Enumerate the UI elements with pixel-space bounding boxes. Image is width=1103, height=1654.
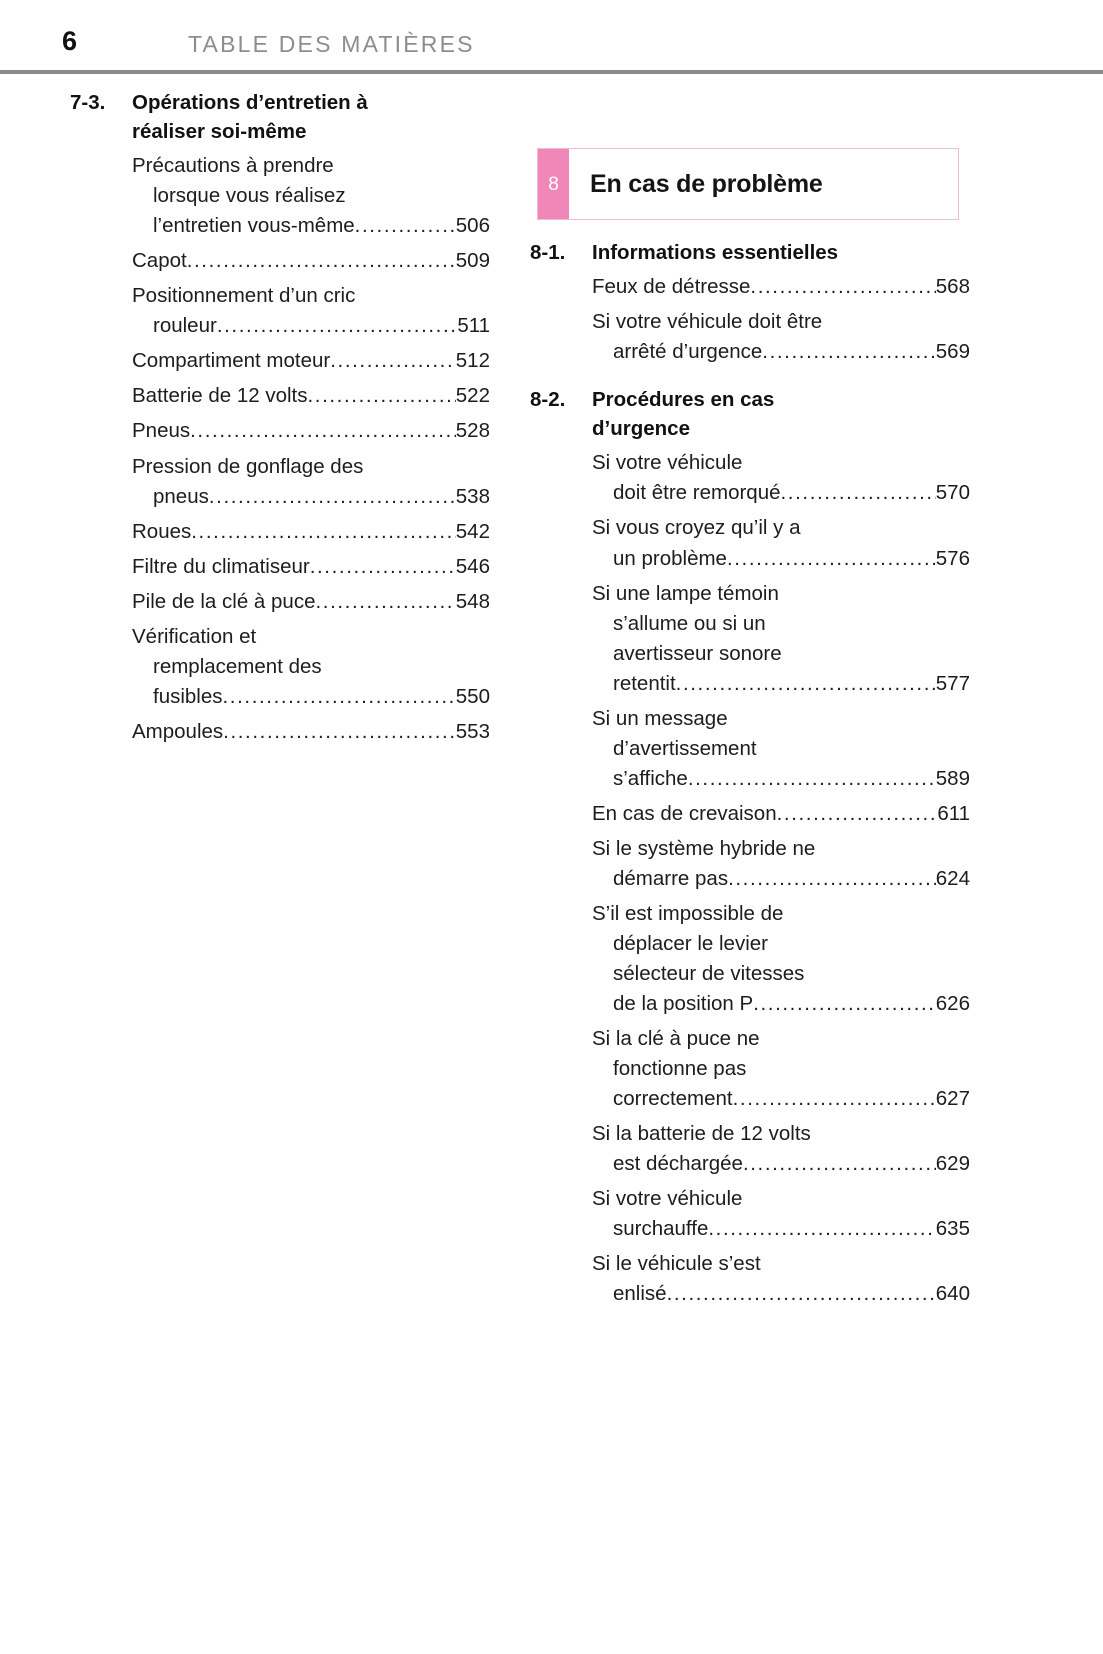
toc-page-number: 627 [935,1087,970,1111]
toc-entry-line: Si votre véhicule [592,451,743,475]
toc-page-number: 512 [455,349,490,373]
dot-leader [750,272,935,302]
toc-entry-leader-line [592,989,970,1019]
chapter-header-box [537,148,959,220]
dot-leader [187,246,456,276]
toc-page-number: 506 [455,214,490,238]
toc-entry-text: démarre pas [613,866,729,890]
toc-entry-leader-line [132,246,490,276]
toc-entry[interactable] [592,1184,970,1244]
toc-entry-leader-line [592,478,970,508]
toc-section-name: d’urgence [592,417,690,441]
toc-entry-line: Pression de gonflage des [132,454,364,478]
chapter-number-tab: 8 [538,149,569,219]
toc-page-number: 576 [935,546,970,570]
toc-page-number: 553 [455,719,490,743]
toc-entry[interactable] [132,452,490,512]
toc-entry-text: fusibles [153,684,223,708]
toc-entry-list [530,448,970,1309]
toc-page-number: 640 [935,1282,970,1306]
dot-leader [777,799,938,829]
toc-entry-line: remplacement des [153,654,322,678]
toc-entry[interactable] [132,246,490,276]
page-title: TABLE DES MATIÈRES [188,31,475,57]
toc-entry-line: S’il est impossible de [592,901,784,925]
toc-entry-line: d’avertissement [613,736,757,760]
dot-leader [781,478,936,508]
toc-entry[interactable] [132,587,490,617]
toc-entry-leader-line [132,311,490,341]
toc-page-number: 542 [455,519,490,543]
toc-entry-line: Positionnement d’un cric [132,284,356,308]
toc-entry-text: Compartiment moteur [132,349,331,373]
dot-leader [330,346,456,376]
toc-entry-leader-line [592,669,970,699]
toc-entry-text: Roues [132,519,192,543]
toc-page-number: 568 [935,275,970,299]
toc-entry-leader-line [132,482,490,512]
dot-leader [667,1279,936,1309]
toc-entry-text: Pile de la clé à puce [132,589,316,613]
toc-column-left [70,76,490,747]
toc-entry-leader-line [132,682,490,712]
chapter-title: En cas de problème [590,169,823,198]
dot-leader [209,482,456,512]
header-divider [0,70,1103,74]
toc-entry-leader-line [132,717,490,747]
toc-entry-text: Batterie de 12 volts [132,384,308,408]
toc-entry-text: l’entretien vous-même [153,214,355,238]
dot-leader [310,552,456,582]
toc-section-name: Opérations d’entretien à [132,91,368,114]
toc-entry-line: Si une lampe témoin [592,581,779,605]
toc-entry-text: retentit [613,671,676,695]
toc-page-number: 511 [457,314,490,338]
toc-section-name: Procédures en cas [592,388,775,412]
toc-entry-text: rouleur [153,314,217,338]
toc-entry[interactable] [132,151,490,241]
toc-entry-text: Filtre du climatiseur [132,554,310,578]
dot-leader [743,1149,936,1179]
toc-page-number: 570 [935,481,970,505]
toc-column-right [530,76,970,1309]
toc-entry[interactable] [592,1249,970,1309]
toc-entry[interactable] [132,416,490,446]
toc-section-heading[interactable] [530,385,970,414]
toc-entry-leader-line [132,587,490,617]
toc-entry-line: Si le système hybride ne [592,836,816,860]
page-number-folio: 6 [62,26,78,56]
right-sections-container [530,238,970,1309]
toc-entry-leader-line [132,517,490,547]
toc-page-number: 577 [935,671,970,695]
toc-entry[interactable] [132,346,490,376]
toc-page-number: 528 [455,419,490,443]
toc-entry-line: s’allume ou si un [613,611,766,635]
toc-entry-leader-line [592,799,970,829]
toc-entry-list [530,272,970,367]
toc-entry-text: Ampoules [132,719,224,743]
toc-page-number: 546 [455,554,490,578]
toc-entry[interactable] [592,448,970,508]
toc-entry-text: pneus [153,484,209,508]
dot-leader [728,864,936,894]
dot-leader [762,337,935,367]
toc-entry[interactable] [592,513,970,573]
toc-page-number: 509 [455,249,490,273]
toc-entry-line: sélecteur de vitesses [613,961,805,985]
toc-entry[interactable] [132,552,490,582]
toc-section-heading[interactable] [70,117,490,146]
dot-leader [223,682,456,712]
toc-entry-line: Si un message [592,706,728,730]
toc-entry-list [70,151,490,747]
toc-page-number: 569 [935,340,970,364]
toc-entry-text: Feux de détresse [592,275,751,299]
toc-section-number: 8-1. [530,241,566,264]
dot-leader [190,416,456,446]
toc-entry-line: Si la batterie de 12 volts [592,1122,811,1146]
dot-leader [191,517,456,547]
toc-entry-leader-line [132,211,490,241]
dot-leader [217,311,458,341]
toc-entry-line: Précautions à prendre [132,154,334,178]
dot-leader [708,1214,935,1244]
dot-leader [727,544,936,574]
toc-entry-text: enlisé [613,1282,667,1306]
toc-entry-leader-line [132,416,490,446]
toc-entry[interactable] [132,281,490,341]
toc-entry-line: Vérification et [132,624,257,648]
toc-entry-text: arrêté d’urgence [613,340,763,364]
toc-section-number: 8-2. [530,388,566,412]
toc-page-number: 548 [455,589,490,613]
toc-entry[interactable] [592,704,970,794]
toc-entry-line: Si la clé à puce ne [592,1026,760,1050]
toc-page-number: 629 [935,1152,970,1176]
toc-entry-leader-line [592,272,970,302]
dot-leader [688,764,936,794]
toc-entry[interactable] [132,517,490,547]
toc-entry-text: correctement [613,1087,733,1111]
dot-leader [223,717,456,747]
toc-entry[interactable] [592,834,970,894]
toc-entry-leader-line [132,552,490,582]
toc-entry-leader-line [592,1084,970,1114]
toc-section-name: Informations essentielles [592,241,839,264]
dot-leader [315,587,455,617]
toc-entry-text: est déchargée [613,1152,743,1176]
toc-entry-leader-line [592,764,970,794]
toc-entry[interactable] [132,622,490,712]
toc-entry-text: de la position P [613,991,754,1015]
dot-leader [308,381,456,411]
toc-entry-line: fonctionne pas [613,1057,747,1081]
toc-entry-leader-line [592,544,970,574]
toc-entry-leader-line [592,337,970,367]
dot-leader [676,669,936,699]
toc-entry[interactable] [592,1024,970,1114]
toc-page-number: 611 [937,801,970,825]
toc-entry-text: surchauffe [613,1217,709,1241]
toc-entry-text: s’affiche [613,766,688,790]
dot-leader [355,211,456,241]
toc-section-heading[interactable] [70,88,490,117]
toc-section-heading[interactable] [530,414,970,443]
toc-entry-line: Si le véhicule s’est [592,1252,761,1276]
toc-section-number: 7-3. [70,91,106,114]
toc-entry-text: un problème [613,546,727,570]
dot-leader [753,989,936,1019]
toc-page-number: 626 [935,991,970,1015]
toc-entry-line: déplacer le levier [613,931,768,955]
toc-entry-leader-line [132,346,490,376]
toc-page-number: 624 [935,866,970,890]
toc-entry-line: Si votre véhicule [592,1187,743,1211]
toc-entry[interactable] [592,272,970,302]
page-header [0,0,1103,76]
toc-entry-leader-line [592,1149,970,1179]
toc-entry-leader-line [592,1214,970,1244]
toc-entry-line: lorsque vous réalisez [153,184,346,208]
dot-leader [733,1084,936,1114]
toc-entry-leader-line [592,1279,970,1309]
toc-entry[interactable] [132,717,490,747]
toc-entry[interactable] [592,799,970,829]
toc-entry-text: Pneus [132,419,191,443]
toc-entry[interactable] [132,381,490,411]
toc-page-number: 635 [935,1217,970,1241]
toc-entry-leader-line [132,381,490,411]
toc-entry[interactable] [592,899,970,1019]
toc-page-number: 538 [455,484,490,508]
toc-page-number: 589 [935,766,970,790]
toc-entry-text: doit être remorqué [613,481,781,505]
toc-entry[interactable] [592,307,970,367]
toc-entry-leader-line [592,864,970,894]
toc-section-name: réaliser soi-même [132,120,307,144]
toc-entry[interactable] [592,579,970,699]
toc-entry-text: Capot [132,249,187,273]
toc-entry-line: Si votre véhicule doit être [592,310,823,334]
toc-entry-line: Si vous croyez qu’il y a [592,516,801,540]
toc-section-heading[interactable] [530,238,970,267]
toc-entry-text: En cas de crevaison [592,801,777,825]
toc-page-number: 522 [455,384,490,408]
toc-entry-line: avertisseur sonore [613,641,782,665]
toc-page-number: 550 [455,684,490,708]
toc-entry[interactable] [592,1119,970,1179]
